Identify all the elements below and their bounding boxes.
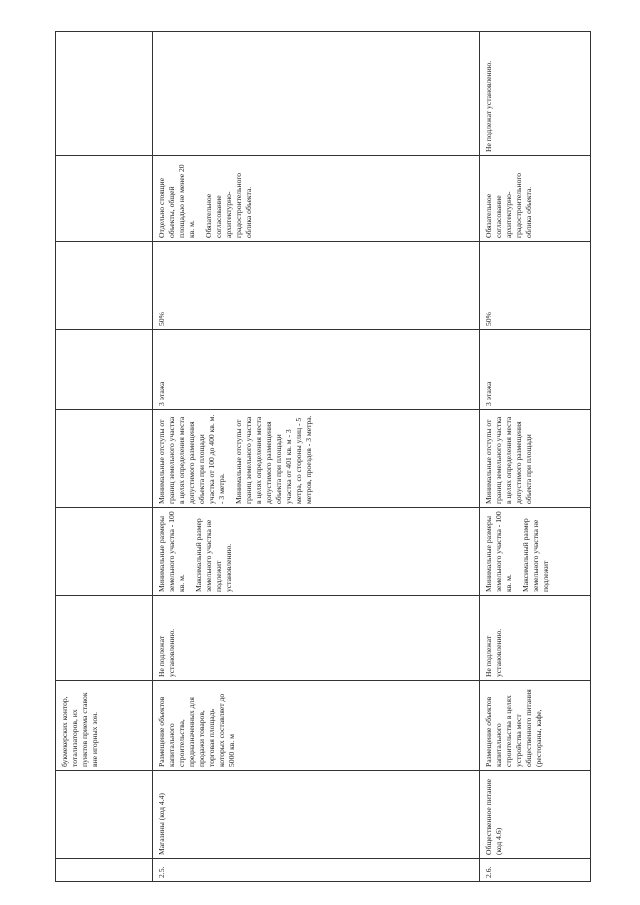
cell-plot-size <box>153 508 480 596</box>
cell-paragraph: Минимальные размеры земельного участка - 100 кв. м. <box>484 511 514 592</box>
cell-paragraph: Размещение объектов капитального строительства, предназначенных для продажи товаров, торговая площадь которых составляет до 5000 кв. м <box>157 693 237 767</box>
cell-notes <box>56 32 153 156</box>
table-row <box>480 32 591 882</box>
cell-paragraph: букмекерских контор, тотализаторов, их пунктов приема ставок вне игорных зон. <box>60 692 100 767</box>
cell-paragraph: Обязательное согласование архитектурно-градостроительного облика объекта. <box>484 172 534 238</box>
cell-notes <box>480 32 591 156</box>
cell-paragraph: Максимальный размер земельного участка не подлежит <box>521 518 551 592</box>
cell-paragraph: Не подлежат установлению. <box>484 628 504 677</box>
cell-setbacks <box>56 410 153 508</box>
cell-paragraph: Минимальные отступы от границ земельного участка в целях определения места допустимого размещения объекта при площади участка от 100 до 400 кв. м. - 3 метра. <box>157 414 227 504</box>
cell-description <box>153 681 480 771</box>
cell-paragraph: Минимальные отступы от границ земельного участка в целях определения места допустимого размещения объекта при площади участка от 401 кв. м - 3 метра, со стороны улиц - 5 метров, проездов - 3 метра. <box>234 415 314 504</box>
cell-floors <box>56 330 153 410</box>
rotated-table-sheet <box>55 32 590 882</box>
cell-paragraph: Магазины (код 4.4) <box>157 793 166 855</box>
cell-name <box>153 771 480 859</box>
cell-floors <box>480 330 591 410</box>
cell-plot-size <box>56 508 153 596</box>
cell-paragraph: 3 этажа <box>484 381 493 406</box>
cell-name <box>480 771 591 859</box>
cell-coverage <box>56 242 153 330</box>
cell-notes <box>153 32 480 156</box>
cell-paragraph: 50% <box>484 312 493 326</box>
cell-description <box>480 681 591 771</box>
cell-paragraph: Общественное питание (код 4.6) <box>484 778 504 855</box>
cell-conditions <box>480 156 591 242</box>
cell-num <box>153 859 480 882</box>
continuation-row <box>56 32 153 882</box>
cell-num <box>56 859 153 882</box>
cell-setbacks-general <box>153 596 480 681</box>
cell-num <box>480 859 591 882</box>
cell-paragraph: 2.6. <box>484 866 493 878</box>
cell-plot-size <box>480 508 591 596</box>
cell-paragraph: Минимальные размеры земельного участка - 100 кв. м. <box>157 511 187 592</box>
cell-conditions <box>56 156 153 242</box>
cell-name <box>56 771 153 859</box>
cell-paragraph: 2.5. <box>157 866 166 878</box>
cell-paragraph: Размещение объектов капитального строительства в целях устройства мест общественного питания (рестораны, кафе, <box>484 689 544 767</box>
cell-coverage <box>153 242 480 330</box>
cell-conditions <box>153 156 480 242</box>
cell-setbacks-general <box>56 596 153 681</box>
cell-paragraph: Максимальный размер земельного участка не подлежит установлению. <box>194 518 234 592</box>
cell-paragraph: Минимальные отступы от границ земельного участка в целях определения места допустимого размещения объекта при площади <box>484 416 534 504</box>
cell-coverage <box>480 242 591 330</box>
cell-setbacks-general <box>480 596 591 681</box>
cell-paragraph: Не подлежат установлению. <box>157 628 177 677</box>
cell-paragraph: Обязательное согласование архитектурно-градостроительного облика объекта. <box>204 172 254 238</box>
cell-paragraph: Отдельно стоящие объекты, общей площадью не менее 20 кв. м. <box>157 164 197 238</box>
table-body <box>56 32 591 882</box>
cell-paragraph: 3 этажа <box>157 381 166 406</box>
table-row <box>153 32 480 882</box>
cell-setbacks <box>153 410 480 508</box>
zoning-regulations-table <box>55 31 591 882</box>
cell-paragraph: Не подлежат установлению. <box>484 60 493 152</box>
cell-setbacks <box>480 410 591 508</box>
cell-floors <box>153 330 480 410</box>
cell-description <box>56 681 153 771</box>
cell-paragraph: 50% <box>157 312 166 326</box>
